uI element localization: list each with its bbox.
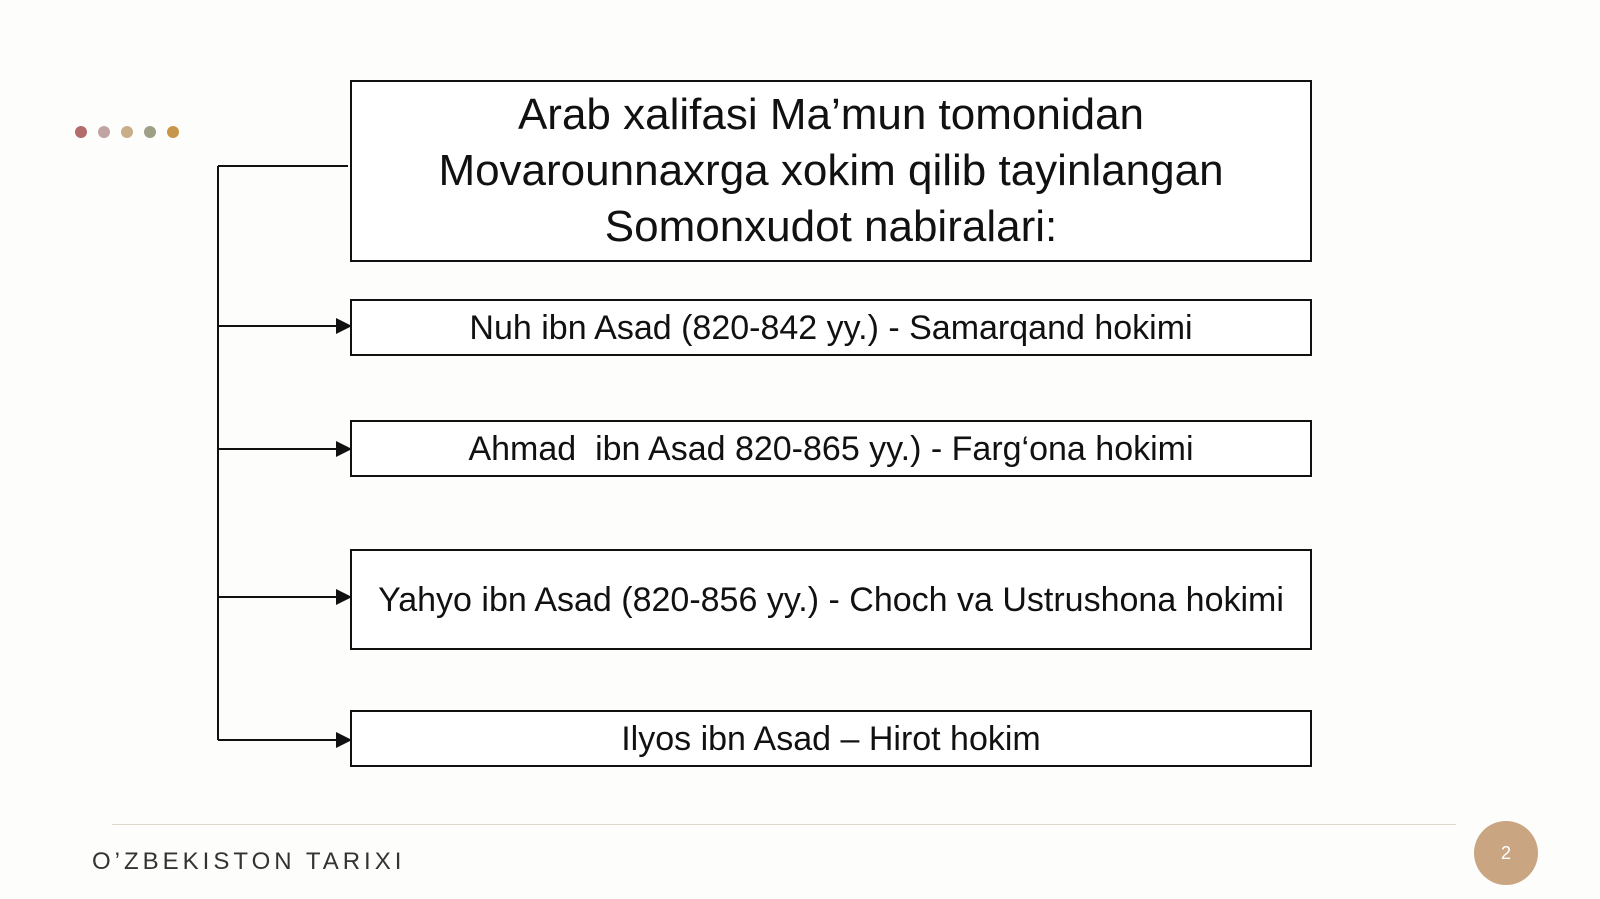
diagram-item-text: Nuh ibn Asad (820-842 yy.) - Samarqand hokimi: [469, 308, 1193, 347]
diagram-item-text: Yahyo ibn Asad (820-856 yy.) - Choch va Ustrushona hokimi: [378, 580, 1284, 619]
diagram-head-box: [350, 80, 1312, 262]
page-number-badge: 2: [1474, 821, 1538, 885]
diagram-item-box: [350, 420, 1312, 477]
diagram-item-text: Ahmad ibn Asad 820-865 yy.) - Farg‘ona hokimi: [468, 429, 1194, 468]
diagram-head-text: Arab xalifasi Ma’mun tomonidan Movarounnaxrga xokim qilib tayinlangan Somonxudot nabiralari:: [438, 90, 1236, 251]
diagram-item-text: Ilyos ibn Asad – Hirot hokim: [621, 719, 1041, 758]
footer-title: O’ZBEKISTON TARIXI: [92, 848, 406, 875]
diagram-item-box: [350, 299, 1312, 356]
diagram-item-box: [350, 549, 1312, 650]
footer-divider: [112, 824, 1456, 825]
diagram-item-box: [350, 710, 1312, 767]
